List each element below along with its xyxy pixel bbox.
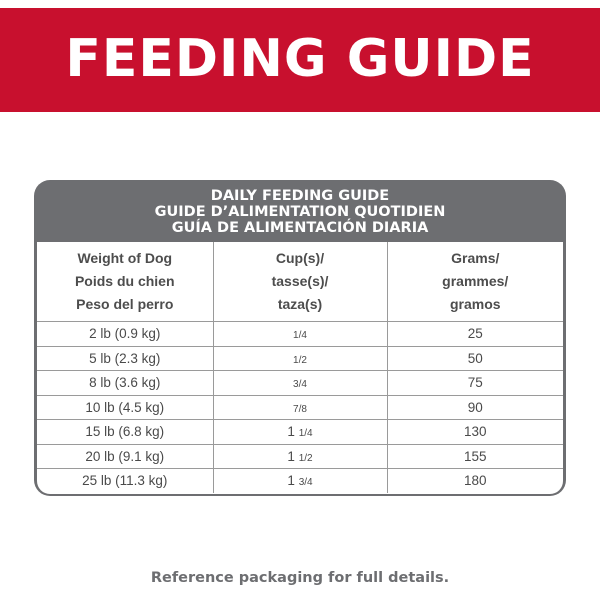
grams-cell: 75 (387, 371, 563, 396)
column-header-line: grammes/ (442, 273, 509, 289)
table-title-line-fr: GUIDE D’ALIMENTATION QUOTIDIEN (154, 204, 446, 220)
table-row (37, 469, 563, 493)
grams-cell: 50 (387, 346, 563, 371)
cups-cell (213, 322, 387, 347)
table-title (34, 188, 566, 236)
grams-cell: 155 (387, 444, 563, 469)
table-title-line-es: GUÍA DE ALIMENTACIÓN DIARIA (171, 220, 429, 236)
table-body (37, 242, 563, 494)
column-header-cups (213, 242, 387, 322)
table-header-row (37, 242, 563, 322)
weight-cell: 8 lb (3.6 kg) (37, 371, 213, 396)
cups-fraction: 3/4 (298, 477, 313, 489)
grams-cell: 90 (387, 395, 563, 420)
table-row (37, 322, 563, 347)
table-row (37, 346, 563, 371)
cups-fraction: 7/8 (293, 403, 307, 415)
cups-fraction: 1/4 (293, 330, 307, 342)
cups-cell (213, 395, 387, 420)
grams-cell: 180 (463, 473, 487, 489)
weight-cell: 25 lb (11.3 kg) (37, 469, 213, 493)
column-header-line: taza(s) (277, 296, 323, 312)
table-row (37, 444, 563, 469)
cups-fraction: 1/2 (293, 354, 307, 366)
cups-fraction: 1/4 (298, 428, 313, 440)
column-header-line: Weight of Dog (77, 250, 173, 266)
column-header-line: gramos (449, 296, 501, 312)
cups-whole: 1 (287, 424, 295, 440)
column-header-grams (387, 242, 563, 322)
table-row (37, 395, 563, 420)
column-header-line: Poids du chien (74, 273, 175, 289)
cups-whole: 1 (287, 448, 295, 464)
banner-title: FEEDING GUIDE (65, 29, 535, 89)
grams-cell: 130 (387, 420, 563, 445)
cups-fraction: 1/2 (298, 452, 313, 464)
grams-cell: 25 (387, 322, 563, 347)
table-title-line-en: DAILY FEEDING GUIDE (210, 188, 390, 204)
table-row (37, 371, 563, 396)
weight-cell: 10 lb (4.5 kg) (37, 395, 213, 420)
column-header-line: tasse(s)/ (271, 273, 329, 289)
weight-cell: 2 lb (0.9 kg) (37, 322, 213, 347)
cups-cell (213, 346, 387, 371)
feeding-table (37, 242, 563, 493)
weight-cell: 20 lb (9.1 kg) (37, 444, 213, 469)
column-header-line: Peso del perro (76, 296, 174, 312)
footer-note: Reference packaging for full details. (150, 570, 450, 586)
cups-fraction: 3/4 (293, 379, 307, 391)
weight-cell: 5 lb (2.3 kg) (37, 346, 213, 371)
cups-cell (213, 371, 387, 396)
column-header-line: Cup(s)/ (275, 250, 325, 266)
table-row (37, 420, 563, 445)
title-banner (0, 8, 600, 112)
column-header-line: Grams/ (451, 250, 500, 266)
cups-cell (213, 420, 387, 445)
column-header-weight (37, 242, 213, 322)
cups-cell (213, 444, 387, 469)
cups-whole: 1 (287, 473, 295, 489)
weight-cell: 15 lb (6.8 kg) (37, 420, 213, 445)
cups-cell (213, 469, 387, 493)
feeding-table-card (34, 180, 566, 496)
